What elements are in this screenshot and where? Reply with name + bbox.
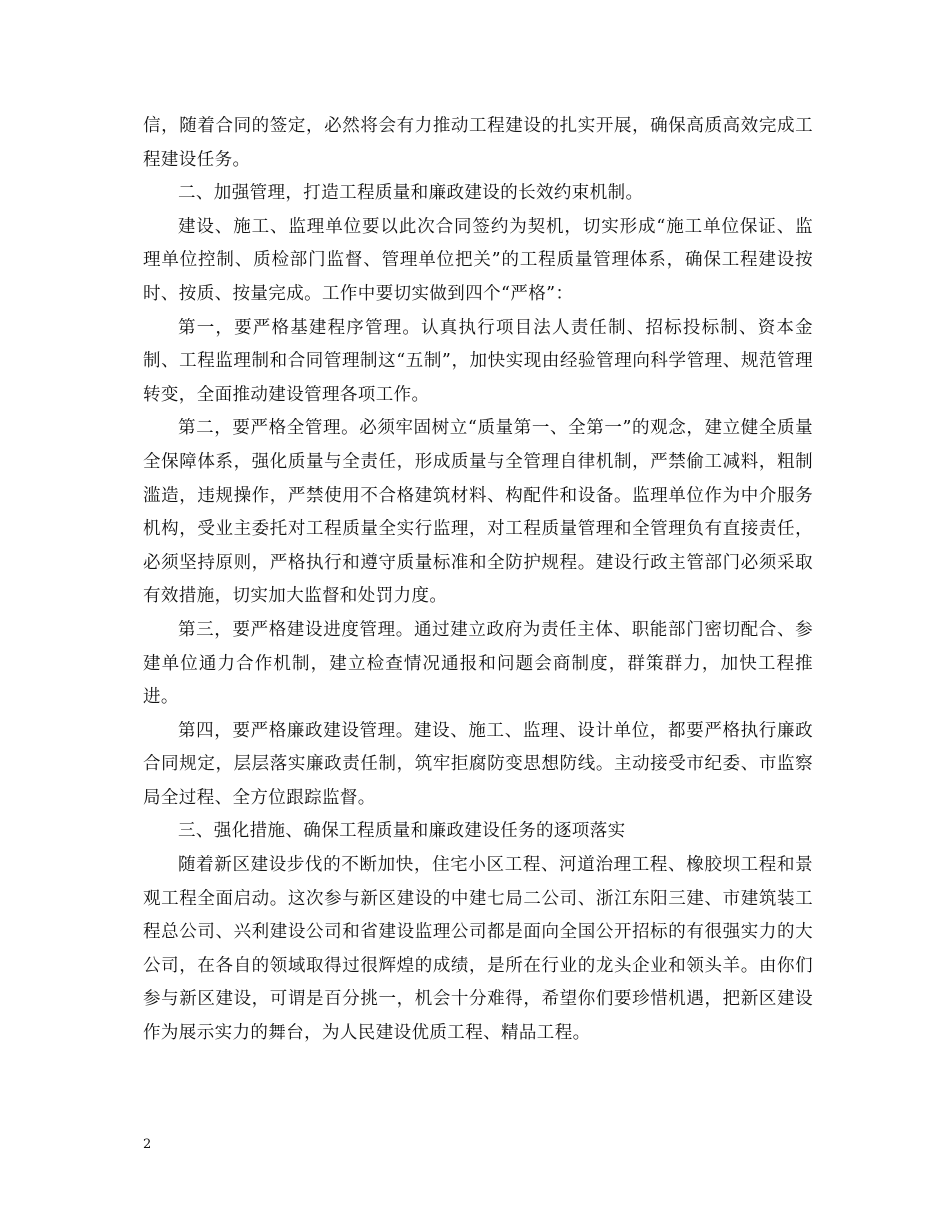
section-heading-2: 二、加强管理，打造工程质量和廉政建设的长效约束机制。 <box>178 183 644 204</box>
document-body <box>143 110 813 1051</box>
paragraph: 第三，要严格建设进度管理。通过建立政府为责任主体、职能部门密切配合、参建单位通力合作机制，建立检查情况通报和问题会商制度，群策群力，加快工程推进。 <box>143 619 813 708</box>
paragraph-continued: 信，随着合同的签定，必然将会有力推动工程建设的扎实开展，确保高质高效完成工程建设任务。 <box>143 116 813 170</box>
page-number: 2 <box>143 1137 152 1152</box>
paragraph: 第四，要严格廉政建设管理。建设、施工、监理、设计单位，都要严格执行廉政合同规定，层层落实廉政责任制，筑牢拒腐防变思想防线。主动接受市纪委、市监察局全过程、全方位跟踪监督。 <box>143 720 813 808</box>
paragraph: 第二，要严格全管理。必须牢固树立“质量第一、全第一”的观念，建立健全质量全保障体系，强化质量与全责任，形成质量与全管理自律机制，严禁偷工减料，粗制滥造，违规操作，严禁使用不合格建筑材料、构配件和设备。监理单位作为中介服务机构，受业主委托对工程质量全实行监理，对工程质量管理和全管理负有直接责任，必须坚持原则，严格执行和遵守质量标准和全防护规程。建设行政主管部门必须采取有效措施，切实加大监督和处罚力度。 <box>143 418 813 607</box>
paragraph: 第一，要严格基建程序管理。认真执行项目法人责任制、招标投标制、资本金制、工程监理制和合同管理制这“五制”，加快实现由经验管理向科学管理、规范管理转变，全面推动建设管理各项工作。 <box>143 317 813 405</box>
paragraph: 随着新区建设步伐的不断加快，住宅小区工程、河道治理工程、橡胶坝工程和景观工程全面启动。这次参与新区建设的中建七局二公司、浙江东阳三建、市建筑装工程总公司、兴利建设公司和省建设监理公司都是面向全国公开招标的有很强实力的大公司，在各自的领域取得过很辉煌的成绩，是所在行业的龙头企业和领头羊。由你们参与新区建设，可谓是百分挑一，机会十分难得，希望你们要珍惜机遇，把新区建设作为展示实力的舞台，为人民建设优质工程、精品工程。 <box>143 855 813 1044</box>
section-heading-3: 三、强化措施、确保工程质量和廉政建设任务的逐项落实 <box>178 821 626 842</box>
paragraph: 建设、施工、监理单位要以此次合同签约为契机，切实形成“施工单位保证、监理单位控制、质检部门监督、管理单位把关”的工程质量管理体系，确保工程建设按时、按质、按量完成。工作中要切实做到四个“严格”： <box>143 216 813 304</box>
